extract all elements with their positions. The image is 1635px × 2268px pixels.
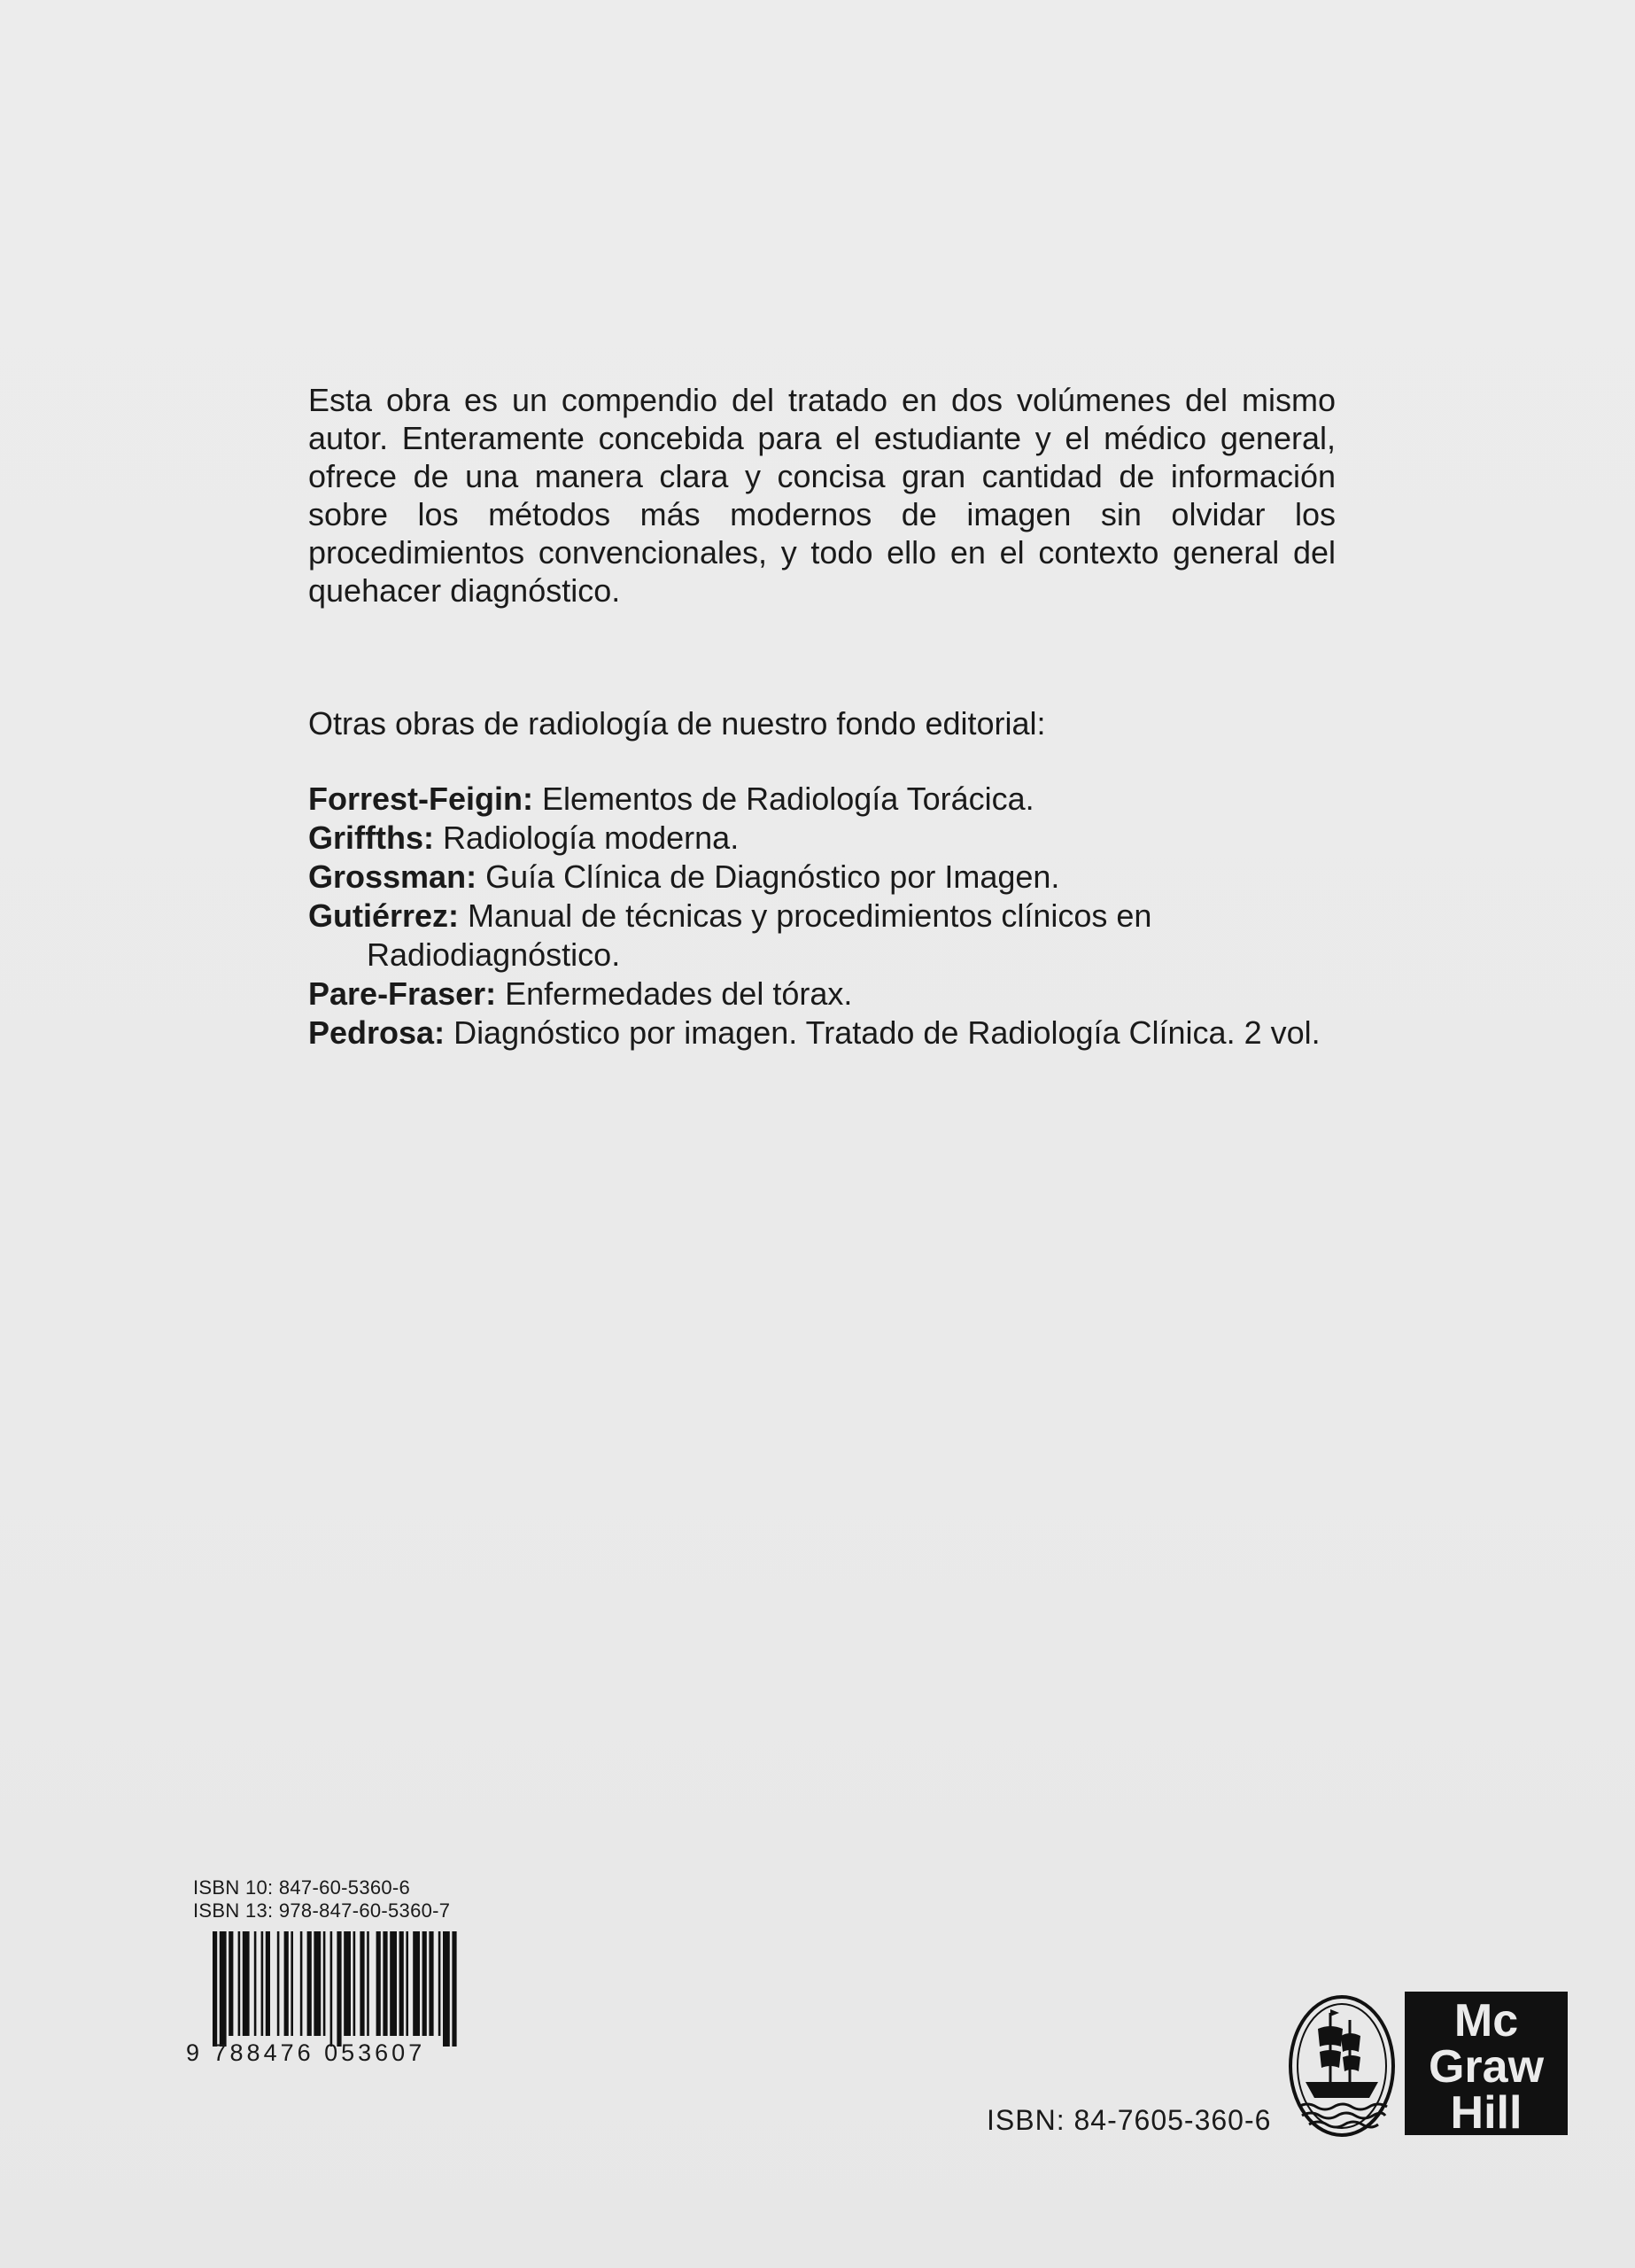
reference-item (308, 780, 1327, 819)
reference-item (308, 897, 1327, 975)
reference-author: Griffths: (308, 819, 434, 856)
isbn-block (193, 1876, 450, 1922)
reference-author: Forrest-Feigin: (308, 781, 534, 817)
intro-paragraph: Esta obra es un compendio del tratado en dos volúmenes del mismo autor. Enteramente concebida para el estudiante y el médico general, ofrece de una manera clara y concisa gran cantidad de información sobre los métodos más modernos de imagen sin olvidar los procedimientos convencionales, y todo ello en el contexto general del quehacer diagnóstico. (308, 382, 1336, 609)
ship-emblem-icon (1286, 1977, 1398, 2137)
reference-author: Grossman: (308, 858, 477, 895)
logo-line-graw: Graw (1428, 2041, 1545, 2093)
reference-author: Pare-Fraser: (308, 975, 497, 1012)
reference-item (308, 975, 1327, 1014)
reference-title: Radiología moderna. (433, 819, 740, 856)
reference-item (308, 858, 1327, 897)
reference-title: Enfermedades del tórax. (496, 975, 853, 1012)
mcgraw-hill-logo (1405, 1992, 1568, 2135)
isbn10-text: ISBN 10: 847-60-5360-6 (193, 1876, 411, 1899)
reference-title: Elementos de Radiología Torácica. (533, 781, 1034, 817)
reference-author: Pedrosa: (308, 1014, 446, 1051)
reference-title: Diagnóstico por imagen. Tratado de Radiología Clínica. 2 vol. (445, 1014, 1321, 1051)
reference-title: Guía Clínica de Diagnóstico por Imagen. (477, 858, 1060, 895)
isbn13-text: ISBN 13: 978-847-60-5360-7 (193, 1899, 451, 1922)
reference-author: Gutiérrez: (308, 897, 460, 934)
reference-item (308, 819, 1327, 858)
logo-line-hill: Hill (1450, 2087, 1523, 2135)
other-works-heading: Otras obras de radiología de nuestro fondo editorial: (308, 705, 1046, 742)
reference-list (308, 780, 1327, 1052)
barcode (186, 1931, 487, 2064)
reference-title: Manual de técnicas y procedimientos clínicos en Radiodiagnóstico. (367, 897, 1152, 973)
reference-item (308, 1014, 1327, 1052)
barcode-digits: 9 788476 053607 (186, 2039, 426, 2066)
logo-line-mc: Mc (1453, 1995, 1519, 2047)
isbn-bottom-text: ISBN: 84-7605-360-6 (987, 2104, 1272, 2136)
barcode-bars-icon (186, 1931, 487, 2047)
